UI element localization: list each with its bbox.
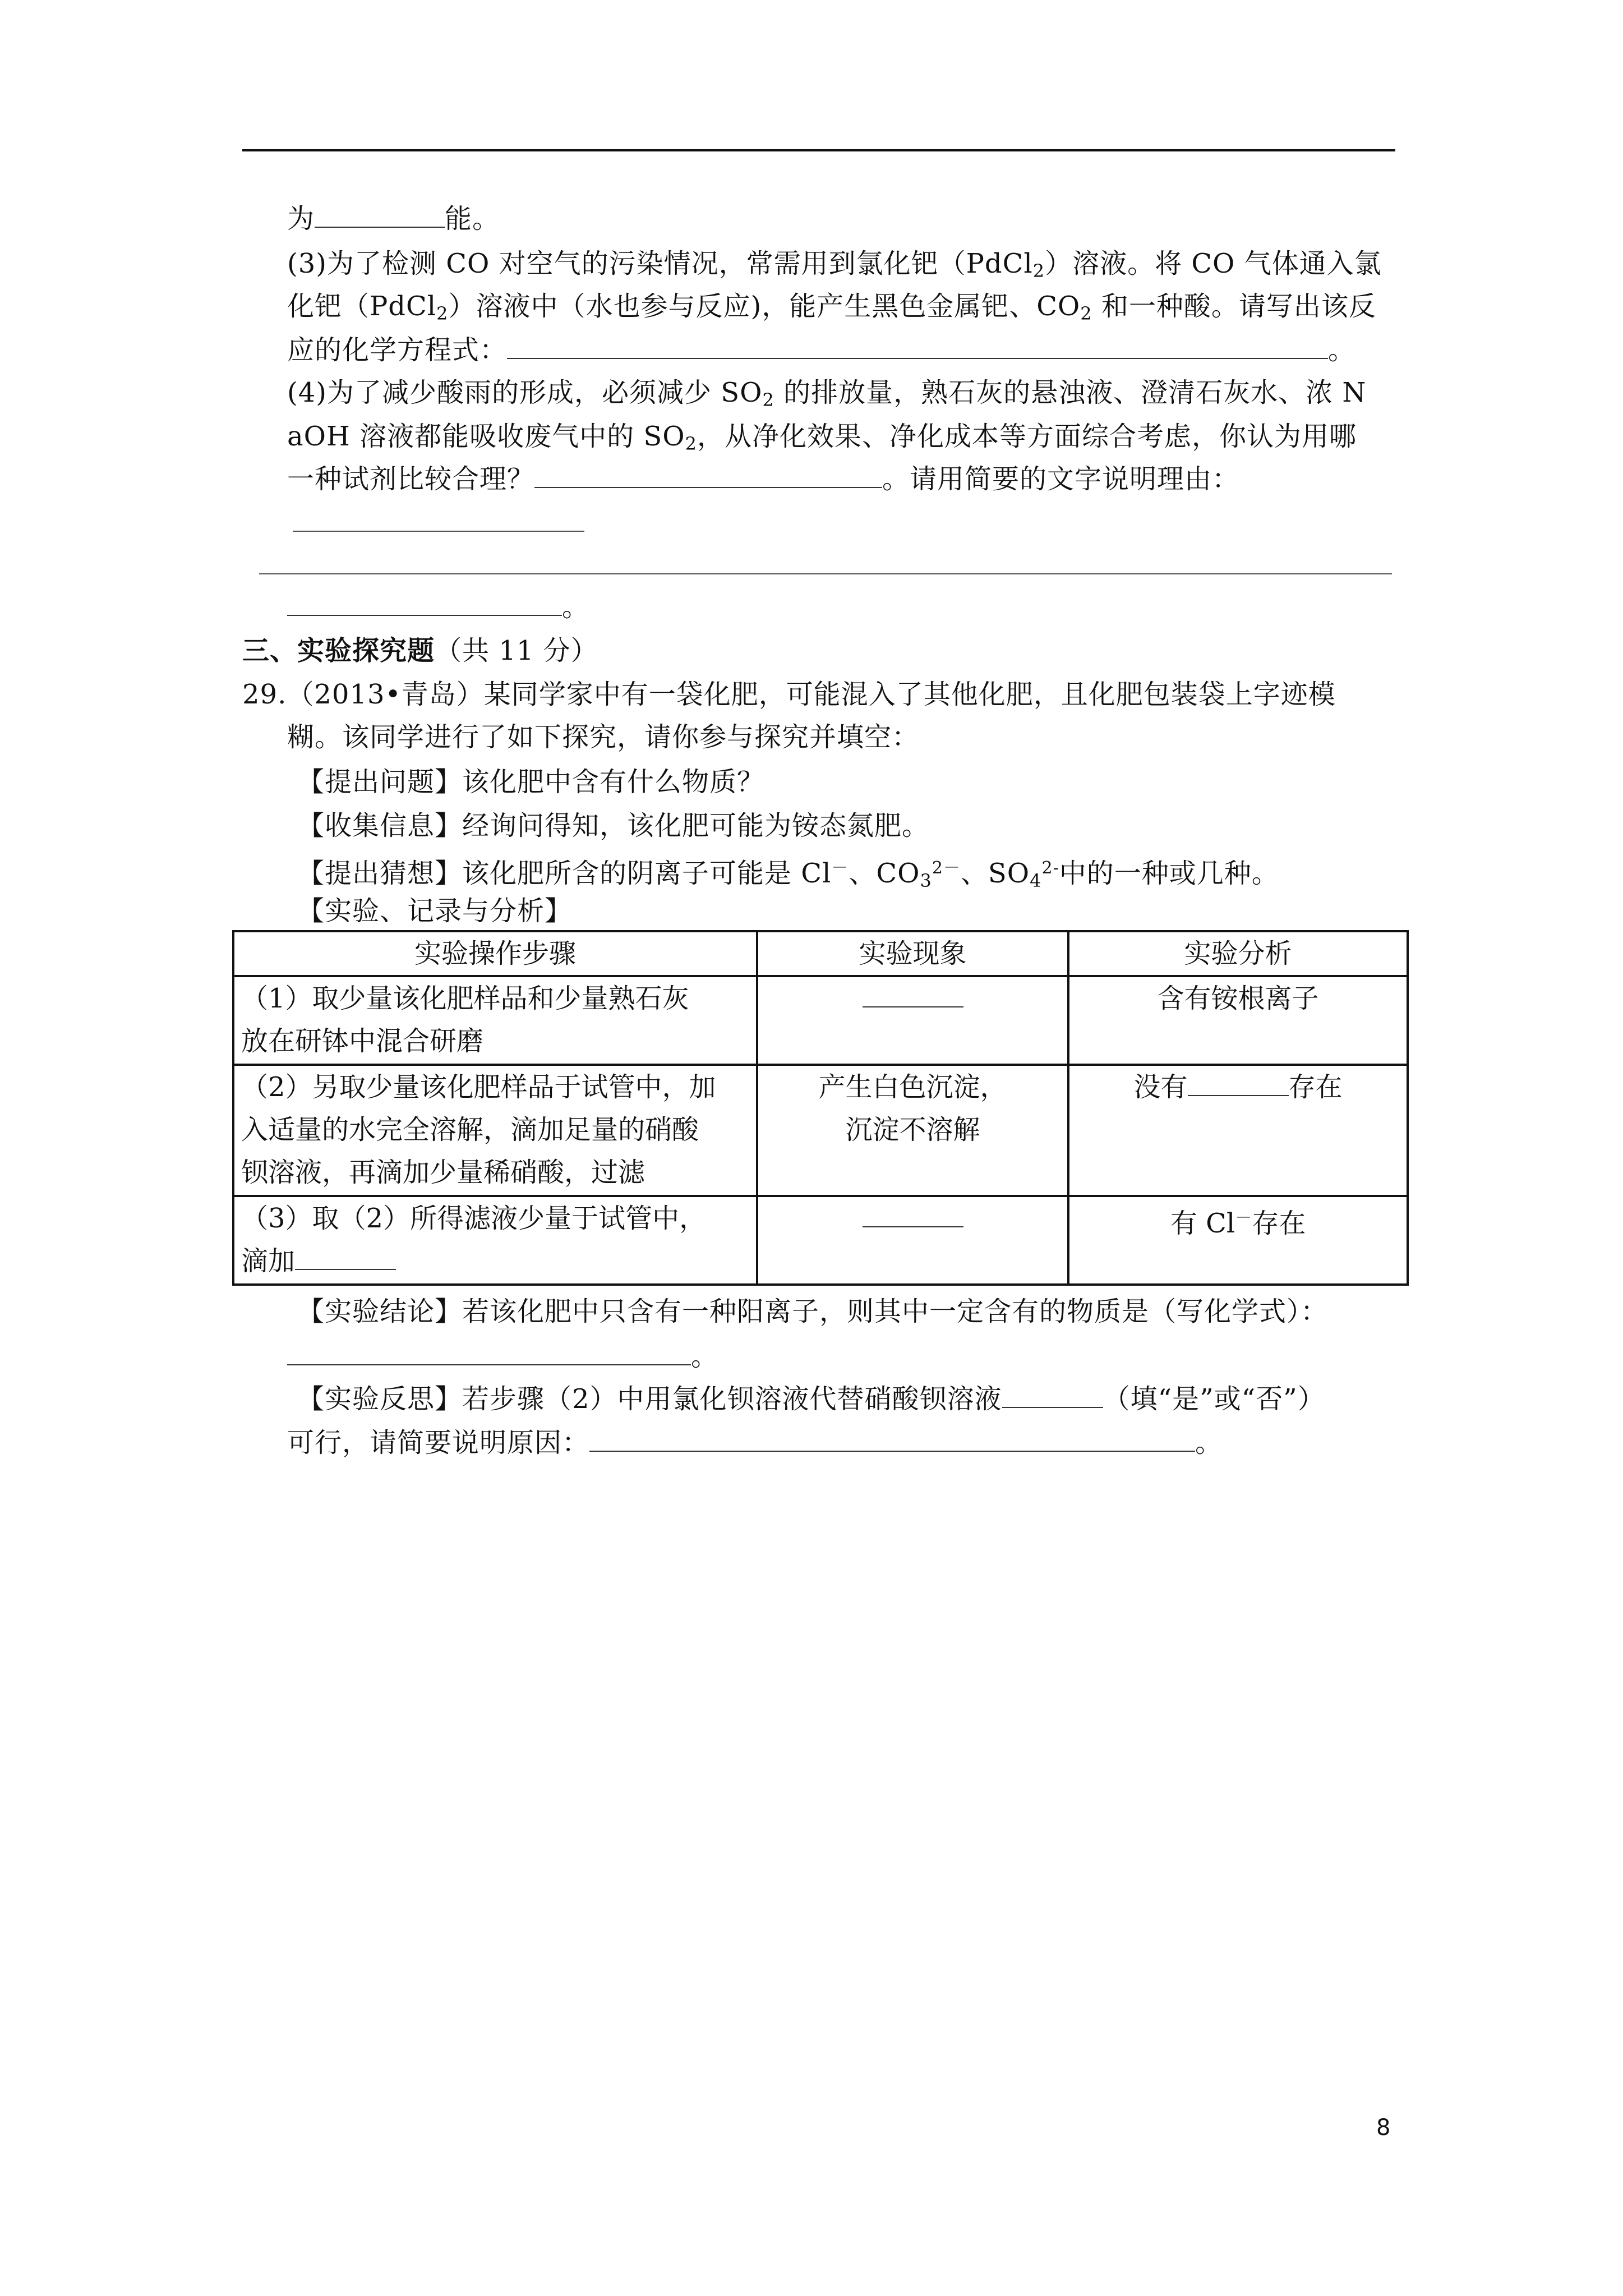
phenomenon-blank[interactable]: [863, 982, 963, 1007]
text-line-3: [287, 288, 1376, 332]
cell-text: 钡溶液，再滴加少量稀硝酸，过滤: [241, 1157, 645, 1188]
reason-blank-3[interactable]: [287, 590, 562, 616]
yes-no-blank[interactable]: [1002, 1382, 1103, 1408]
section-score: （共 11 分）: [435, 635, 598, 666]
table-row: [233, 976, 1408, 1065]
answer-blank[interactable]: [315, 202, 445, 228]
table-row: [233, 1196, 1408, 1285]
cell-text: 放在研钵中混合研磨: [241, 1025, 484, 1057]
header-analysis: 实验分析: [1068, 931, 1408, 976]
text-line-7: [287, 461, 1239, 497]
subscript: 2: [1032, 260, 1045, 282]
text-line-9: [287, 589, 589, 625]
text-segment: 。请用简要的文字说明理由：: [882, 463, 1240, 495]
cell-text: 没有: [1133, 1071, 1188, 1103]
step-cell: [233, 1196, 757, 1285]
cell-text: （3）取（2）所得滤液少量于试管中，: [241, 1203, 707, 1234]
phenomenon-cell: [757, 1196, 1068, 1285]
reagent-drop-blank[interactable]: [295, 1244, 396, 1270]
section-title: [242, 633, 598, 669]
text-segment: 。: [691, 1341, 719, 1372]
equation-blank[interactable]: [507, 333, 1328, 359]
text-line-1: [287, 201, 500, 237]
text-segment: 应的化学方程式：: [287, 334, 508, 366]
cell-text: 沉淀不溶解: [845, 1114, 980, 1145]
text-line-4: [287, 332, 1355, 368]
question-line-2: 糊。该同学进行了如下探究，请你参与探究并填空：: [287, 721, 920, 753]
text-segment: aOH 溶液都能吸收废气中的 SO: [287, 421, 685, 452]
question-line-1: 29.（2013•青岛）某同学家中有一袋化肥，可能混入了其他化肥，且化肥包装袋上字迹模: [242, 679, 1336, 710]
text-segment: 。: [1195, 1427, 1223, 1458]
analysis-cell: [1068, 976, 1408, 1065]
header-phenomenon: 实验现象: [757, 931, 1068, 976]
text-line-6: [287, 418, 1357, 462]
record-line: 【实验、记录与分析】: [297, 895, 573, 927]
text-segment: ）溶液中（水也参与反应)，能产生黑色金属钯、CO: [448, 291, 1081, 322]
step-tag: 【提出问题】: [297, 766, 463, 798]
conclusion-answer-line: [287, 1338, 718, 1374]
text-line-5: [287, 375, 1366, 418]
step-text: 若该化肥中只含有一种阳离子，则其中一定含有的物质是（写化学式）：: [462, 1296, 1329, 1327]
text-segment: ）溶液。将 CO 气体通入氯: [1045, 248, 1382, 279]
phenomenon-blank[interactable]: [863, 1202, 963, 1227]
step-text: 、CO: [849, 858, 920, 889]
cell-text: 产生白色沉淀，: [818, 1071, 1007, 1103]
subscript: 3: [920, 870, 932, 891]
text-segment: 。: [562, 591, 590, 623]
superscript: －: [1235, 1208, 1252, 1228]
step-text: 中的一种或几种。: [1059, 858, 1279, 889]
superscript: 2－: [932, 858, 961, 878]
cell-text: 滴加: [241, 1245, 296, 1277]
experiment-table: [232, 930, 1409, 1286]
table-header-row: [233, 931, 1408, 976]
cell-text: 有 Cl: [1170, 1208, 1235, 1239]
text-segment: 为: [287, 203, 315, 234]
table-row: [233, 1065, 1408, 1196]
subscript: 2: [1080, 303, 1092, 324]
cell-text: 入适量的水完全溶解，滴加足量的硝酸: [241, 1114, 699, 1145]
cell-text: （1）取少量该化肥样品和少量熟石灰: [241, 983, 689, 1014]
section-heading: 三、实验探究题: [242, 635, 435, 666]
reason-blank-1[interactable]: [293, 531, 584, 532]
reason-blank[interactable]: [589, 1426, 1195, 1452]
cell-text: 含有铵根离子: [1157, 983, 1319, 1014]
page-number: 8: [1376, 2115, 1391, 2141]
superscript: －: [831, 858, 849, 878]
step-tag: 【提出猜想】: [297, 858, 463, 889]
info-line: [297, 808, 929, 844]
subscript: 2: [685, 433, 697, 454]
text-segment: (4)为了减少酸雨的形成，必须减少 SO: [287, 377, 763, 408]
step-cell: [233, 1065, 757, 1196]
step-text: （填“是”或“否”）: [1103, 1383, 1325, 1415]
conclusion-line: [297, 1294, 1328, 1329]
step-text: 若步骤（2）中用氯化钡溶液代替硝酸钡溶液: [462, 1383, 1002, 1415]
cell-text: 存在: [1288, 1071, 1343, 1103]
reflection-line-2: [287, 1425, 1223, 1461]
text-segment: 和一种酸。请写出该反: [1092, 291, 1376, 322]
cell-text: （2）另取少量该化肥样品于试管中，加: [241, 1071, 716, 1103]
text-line-2: [287, 246, 1382, 289]
ask-line: [297, 764, 764, 800]
reflection-line: [297, 1381, 1325, 1417]
step-tag: 【实验反思】: [297, 1383, 463, 1415]
text-segment: 的排放量，熟石灰的悬浊液、澄清石灰水、浓 N: [774, 377, 1367, 408]
analysis-cell: [1068, 1196, 1408, 1285]
analysis-cell: [1068, 1065, 1408, 1196]
subscript: 2: [762, 389, 774, 411]
step-cell: [233, 976, 757, 1065]
header-rule: [242, 149, 1395, 151]
step-text: 可行，请简要说明原因：: [287, 1427, 590, 1458]
reagent-blank[interactable]: [534, 462, 882, 488]
phenomenon-cell: [757, 976, 1068, 1065]
text-segment: 一种试剂比较合理？: [287, 463, 535, 495]
step-text: 经询问得知，该化肥可能为铵态氮肥。: [462, 810, 930, 841]
step-tag: 【收集信息】: [297, 810, 463, 841]
step-text: 、SO: [960, 858, 1030, 889]
text-segment: 能。: [445, 203, 500, 234]
step-text: 该化肥中含有什么物质？: [462, 766, 765, 798]
step-tag: 【实验结论】: [297, 1296, 463, 1327]
phenomenon-cell: [757, 1065, 1068, 1196]
subscript: 4: [1030, 870, 1042, 891]
reason-blank-2[interactable]: [259, 573, 1392, 574]
text-segment: (3)为了检测 CO 对空气的污染情况，常需用到氯化钯（PdCl: [287, 248, 1033, 279]
formula-blank[interactable]: [287, 1340, 691, 1365]
text-segment: 。: [1328, 334, 1356, 366]
cell-text: 存在: [1252, 1208, 1306, 1239]
step-text: 该化肥所含的阴离子可能是 Cl: [462, 858, 832, 889]
text-segment: 化钯（PdCl: [287, 291, 437, 322]
subscript: 2: [436, 303, 449, 324]
guess-line: [297, 850, 1279, 899]
ion-blank[interactable]: [1188, 1070, 1289, 1096]
text-segment: ，从净化效果、净化成本等方面综合考虑，你认为用哪: [697, 421, 1357, 452]
header-steps: 实验操作步骤: [233, 931, 757, 976]
superscript: 2-: [1041, 858, 1059, 878]
